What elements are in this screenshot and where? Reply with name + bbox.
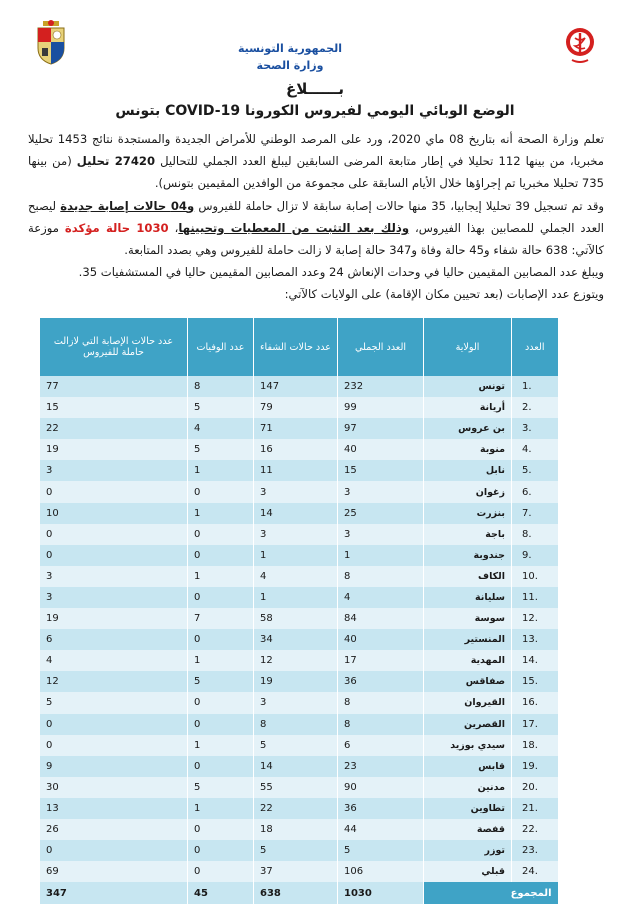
row-total: 84 (338, 608, 424, 629)
row-recovered: 1 (254, 587, 338, 608)
row-governorate: قبلي (424, 861, 512, 882)
row-recovered: 5 (254, 840, 338, 861)
row-index: 17. (512, 714, 558, 735)
row-governorate: الكاف (424, 566, 512, 587)
new-cases-figure: و04 حالات إصابة جديدة (60, 198, 195, 213)
row-total: 23 (338, 756, 424, 777)
table-row (40, 629, 558, 650)
body-text (28, 128, 604, 306)
row-recovered: 1 (254, 545, 338, 566)
row-active: 0 (40, 524, 188, 545)
header-total: العدد الجملي (338, 318, 424, 376)
row-total: 97 (338, 418, 424, 439)
row-total: 40 (338, 629, 424, 650)
row-index: 6. (512, 481, 558, 502)
row-recovered: 3 (254, 524, 338, 545)
row-deaths: 5 (188, 777, 254, 798)
totals-recovered: 638 (254, 882, 338, 904)
row-deaths: 0 (188, 840, 254, 861)
row-index: 22. (512, 819, 558, 840)
table-row (40, 735, 558, 756)
table-row (40, 503, 558, 524)
row-total: 36 (338, 671, 424, 692)
total-tests-figure: 27420 تحليل (76, 154, 156, 169)
row-recovered: 4 (254, 566, 338, 587)
header-recovered: عدد حالات الشفاء (254, 318, 338, 376)
table-row (40, 756, 558, 777)
header-active: عدد حالات الإصابة التي لازالت حاملة للفيروس (40, 318, 188, 376)
row-governorate: بن عروس (424, 418, 512, 439)
row-recovered: 37 (254, 861, 338, 882)
row-governorate: أريانة (424, 397, 512, 418)
row-active: 13 (40, 798, 188, 819)
row-deaths: 5 (188, 397, 254, 418)
row-index: 15. (512, 671, 558, 692)
row-governorate: المهدية (424, 650, 512, 671)
row-index: 3. (512, 418, 558, 439)
row-governorate: قفصة (424, 819, 512, 840)
row-recovered: 79 (254, 397, 338, 418)
row-governorate: سيدي بوزيد (424, 735, 512, 756)
table-row (40, 608, 558, 629)
row-deaths: 0 (188, 587, 254, 608)
row-active: 0 (40, 481, 188, 502)
letterhead (150, 40, 430, 74)
row-deaths: 7 (188, 608, 254, 629)
row-deaths: 0 (188, 629, 254, 650)
row-active: 22 (40, 418, 188, 439)
row-deaths: 0 (188, 861, 254, 882)
row-active: 5 (40, 692, 188, 713)
table-row (40, 439, 558, 460)
paragraph-distribution: ويتوزع عدد الإصابات (بعد تحيين مكان الإقامة) على الولايات كالآتي: (284, 287, 604, 302)
row-governorate: باجة (424, 524, 512, 545)
row-recovered: 22 (254, 798, 338, 819)
table-row (40, 566, 558, 587)
table-header-row (40, 318, 558, 376)
row-total: 25 (338, 503, 424, 524)
paragraph-text: وقد تم تسجيل 39 تحليلا إيجابيا، 35 منها حالات إصابة سابقة لا تزال حاملة للفيروس (194, 198, 604, 213)
row-governorate: قابس (424, 756, 512, 777)
row-index: 9. (512, 545, 558, 566)
row-total: 90 (338, 777, 424, 798)
row-deaths: 5 (188, 439, 254, 460)
row-index: 12. (512, 608, 558, 629)
row-active: 3 (40, 460, 188, 481)
row-deaths: 0 (188, 819, 254, 840)
row-governorate: زغوان (424, 481, 512, 502)
row-deaths: 1 (188, 460, 254, 481)
row-index: 8. (512, 524, 558, 545)
row-deaths: 0 (188, 692, 254, 713)
row-active: 15 (40, 397, 188, 418)
row-governorate: منوبة (424, 439, 512, 460)
row-index: 18. (512, 735, 558, 756)
table-row (40, 418, 558, 439)
row-index: 16. (512, 692, 558, 713)
paragraph-text: (من بينها 735 تحليلا مخبريا تم إجراؤها خلال الأيام السابقة على مجموعة من الوافدين المقيمين بتونس). (28, 154, 604, 191)
cases-by-governorate-table (39, 318, 557, 904)
header-index: العدد (512, 318, 558, 376)
paragraph-text: ليصبح العدد الجملي للمصابين بهذا الفيروس، (28, 198, 604, 235)
row-active: 10 (40, 503, 188, 524)
row-governorate: توزر (424, 840, 512, 861)
row-governorate: نابل (424, 460, 512, 481)
row-deaths: 0 (188, 756, 254, 777)
row-index: 11. (512, 587, 558, 608)
row-active: 4 (40, 650, 188, 671)
row-total: 3 (338, 481, 424, 502)
row-active: 3 (40, 587, 188, 608)
row-governorate: القصرين (424, 714, 512, 735)
republic-name: الجمهورية التونسية (237, 42, 343, 55)
row-index: 19. (512, 756, 558, 777)
row-active: 30 (40, 777, 188, 798)
row-active: 77 (40, 376, 188, 397)
row-index: 4. (512, 439, 558, 460)
row-recovered: 19 (254, 671, 338, 692)
table-row (40, 376, 558, 397)
row-index: 21. (512, 798, 558, 819)
row-recovered: 3 (254, 692, 338, 713)
row-deaths: 0 (188, 481, 254, 502)
row-total: 3 (338, 524, 424, 545)
table-row (40, 460, 558, 481)
row-total: 17 (338, 650, 424, 671)
row-governorate: بنزرت (424, 503, 512, 524)
row-active: 19 (40, 608, 188, 629)
row-recovered: 18 (254, 819, 338, 840)
row-index: 14. (512, 650, 558, 671)
table-row (40, 714, 558, 735)
table-row (40, 861, 558, 882)
table-row (40, 819, 558, 840)
notice-title: بــــــلاغ (285, 80, 345, 98)
row-governorate: تطاوين (424, 798, 512, 819)
row-governorate: سليانة (424, 587, 512, 608)
paragraph-cases (28, 195, 604, 262)
totals-label: المجموع (424, 882, 558, 904)
row-active: 0 (40, 545, 188, 566)
row-active: 26 (40, 819, 188, 840)
row-index: 20. (512, 777, 558, 798)
table-row (40, 650, 558, 671)
row-total: 8 (338, 714, 424, 735)
row-total: 15 (338, 460, 424, 481)
row-recovered: 55 (254, 777, 338, 798)
table-row (40, 397, 558, 418)
row-recovered: 5 (254, 735, 338, 756)
row-active: 3 (40, 566, 188, 587)
row-recovered: 71 (254, 418, 338, 439)
row-active: 0 (40, 714, 188, 735)
row-recovered: 14 (254, 503, 338, 524)
row-deaths: 1 (188, 566, 254, 587)
row-active: 0 (40, 735, 188, 756)
tunisia-coat-of-arms-icon (34, 18, 68, 66)
row-index: 5. (512, 460, 558, 481)
row-governorate: المنستير (424, 629, 512, 650)
row-active: 6 (40, 629, 188, 650)
row-total: 40 (338, 439, 424, 460)
table-row (40, 545, 558, 566)
row-total: 4 (338, 587, 424, 608)
row-total: 8 (338, 566, 424, 587)
row-recovered: 3 (254, 481, 338, 502)
row-index: 13. (512, 629, 558, 650)
row-total: 106 (338, 861, 424, 882)
row-deaths: 1 (188, 503, 254, 524)
table-row (40, 777, 558, 798)
row-recovered: 34 (254, 629, 338, 650)
paragraph-text: موزعة كالآتي: 638 حالة شفاء و45 حالة وفاة و347 حالة إصابة لا زالت حاملة للفيروس وهي بصدد المتابعة. (28, 220, 604, 258)
row-governorate: تونس (424, 376, 512, 397)
row-recovered: 16 (254, 439, 338, 460)
row-index: 10. (512, 566, 558, 587)
ministry-name: وزارة الصحة (256, 59, 324, 72)
row-index: 23. (512, 840, 558, 861)
row-governorate: جندوبة (424, 545, 512, 566)
row-recovered: 14 (254, 756, 338, 777)
row-recovered: 12 (254, 650, 338, 671)
row-active: 69 (40, 861, 188, 882)
row-deaths: 0 (188, 714, 254, 735)
row-governorate: مدنين (424, 777, 512, 798)
row-active: 19 (40, 439, 188, 460)
row-index: 7. (512, 503, 558, 524)
row-total: 36 (338, 798, 424, 819)
row-governorate: سوسة (424, 608, 512, 629)
table-row (40, 481, 558, 502)
row-governorate: القيروان (424, 692, 512, 713)
row-total: 44 (338, 819, 424, 840)
totals-active: 347 (40, 882, 188, 904)
totals-total: 1030 (338, 882, 424, 904)
row-total: 8 (338, 692, 424, 713)
table-row (40, 524, 558, 545)
paragraph-hospital: ويبلغ عدد المصابين المقيمين حاليا في وحدات الإنعاش 24 وعدد المصابين المقيمين حاليا في المستشفيات 35. (78, 265, 604, 280)
row-active: 0 (40, 840, 188, 861)
paragraph-tests (28, 128, 604, 195)
verification-note: وذلك بعد التثبت من المعطيات وتحيينها (178, 220, 410, 235)
row-deaths: 0 (188, 545, 254, 566)
ministry-of-health-logo-icon (564, 26, 596, 66)
row-total: 6 (338, 735, 424, 756)
row-total: 232 (338, 376, 424, 397)
row-recovered: 147 (254, 376, 338, 397)
row-recovered: 11 (254, 460, 338, 481)
paragraph-text: ، (168, 220, 179, 235)
row-governorate: صفاقس (424, 671, 512, 692)
row-recovered: 8 (254, 714, 338, 735)
row-recovered: 58 (254, 608, 338, 629)
row-deaths: 0 (188, 524, 254, 545)
table-row (40, 671, 558, 692)
row-index: 24. (512, 861, 558, 882)
totals-row (40, 882, 558, 904)
row-deaths: 8 (188, 376, 254, 397)
paragraph-text: تعلم وزارة الصحة أنه بتاريخ 08 ماي 2020، ورد على المرصد الوطني للأمراض الجديدة والمستجدة نتائج 1453 تحليلا مخبريا، من بينها 112 تحليلا في إطار متابعة المرضى السابقين ليبلغ العدد الجملي للتحاليل (28, 132, 604, 169)
row-active: 9 (40, 756, 188, 777)
main-title: الوضع الوبائي اليومي لفيروس الكورونا COVID-19 بتونس (115, 103, 515, 119)
data-table (39, 318, 558, 904)
row-deaths: 5 (188, 671, 254, 692)
row-deaths: 1 (188, 735, 254, 756)
header-deaths: عدد الوفيات (188, 318, 254, 376)
row-deaths: 1 (188, 798, 254, 819)
table-row (40, 840, 558, 861)
confirmed-cases-figure: 1030 حالة مؤكدة (64, 220, 169, 235)
table-row (40, 692, 558, 713)
header-governorate: الولاية (424, 318, 512, 376)
row-total: 1 (338, 545, 424, 566)
totals-deaths: 45 (188, 882, 254, 904)
row-deaths: 4 (188, 418, 254, 439)
row-total: 5 (338, 840, 424, 861)
table-row (40, 798, 558, 819)
row-total: 99 (338, 397, 424, 418)
row-index: 2. (512, 397, 558, 418)
row-active: 12 (40, 671, 188, 692)
table-row (40, 587, 558, 608)
row-index: 1. (512, 376, 558, 397)
row-deaths: 1 (188, 650, 254, 671)
